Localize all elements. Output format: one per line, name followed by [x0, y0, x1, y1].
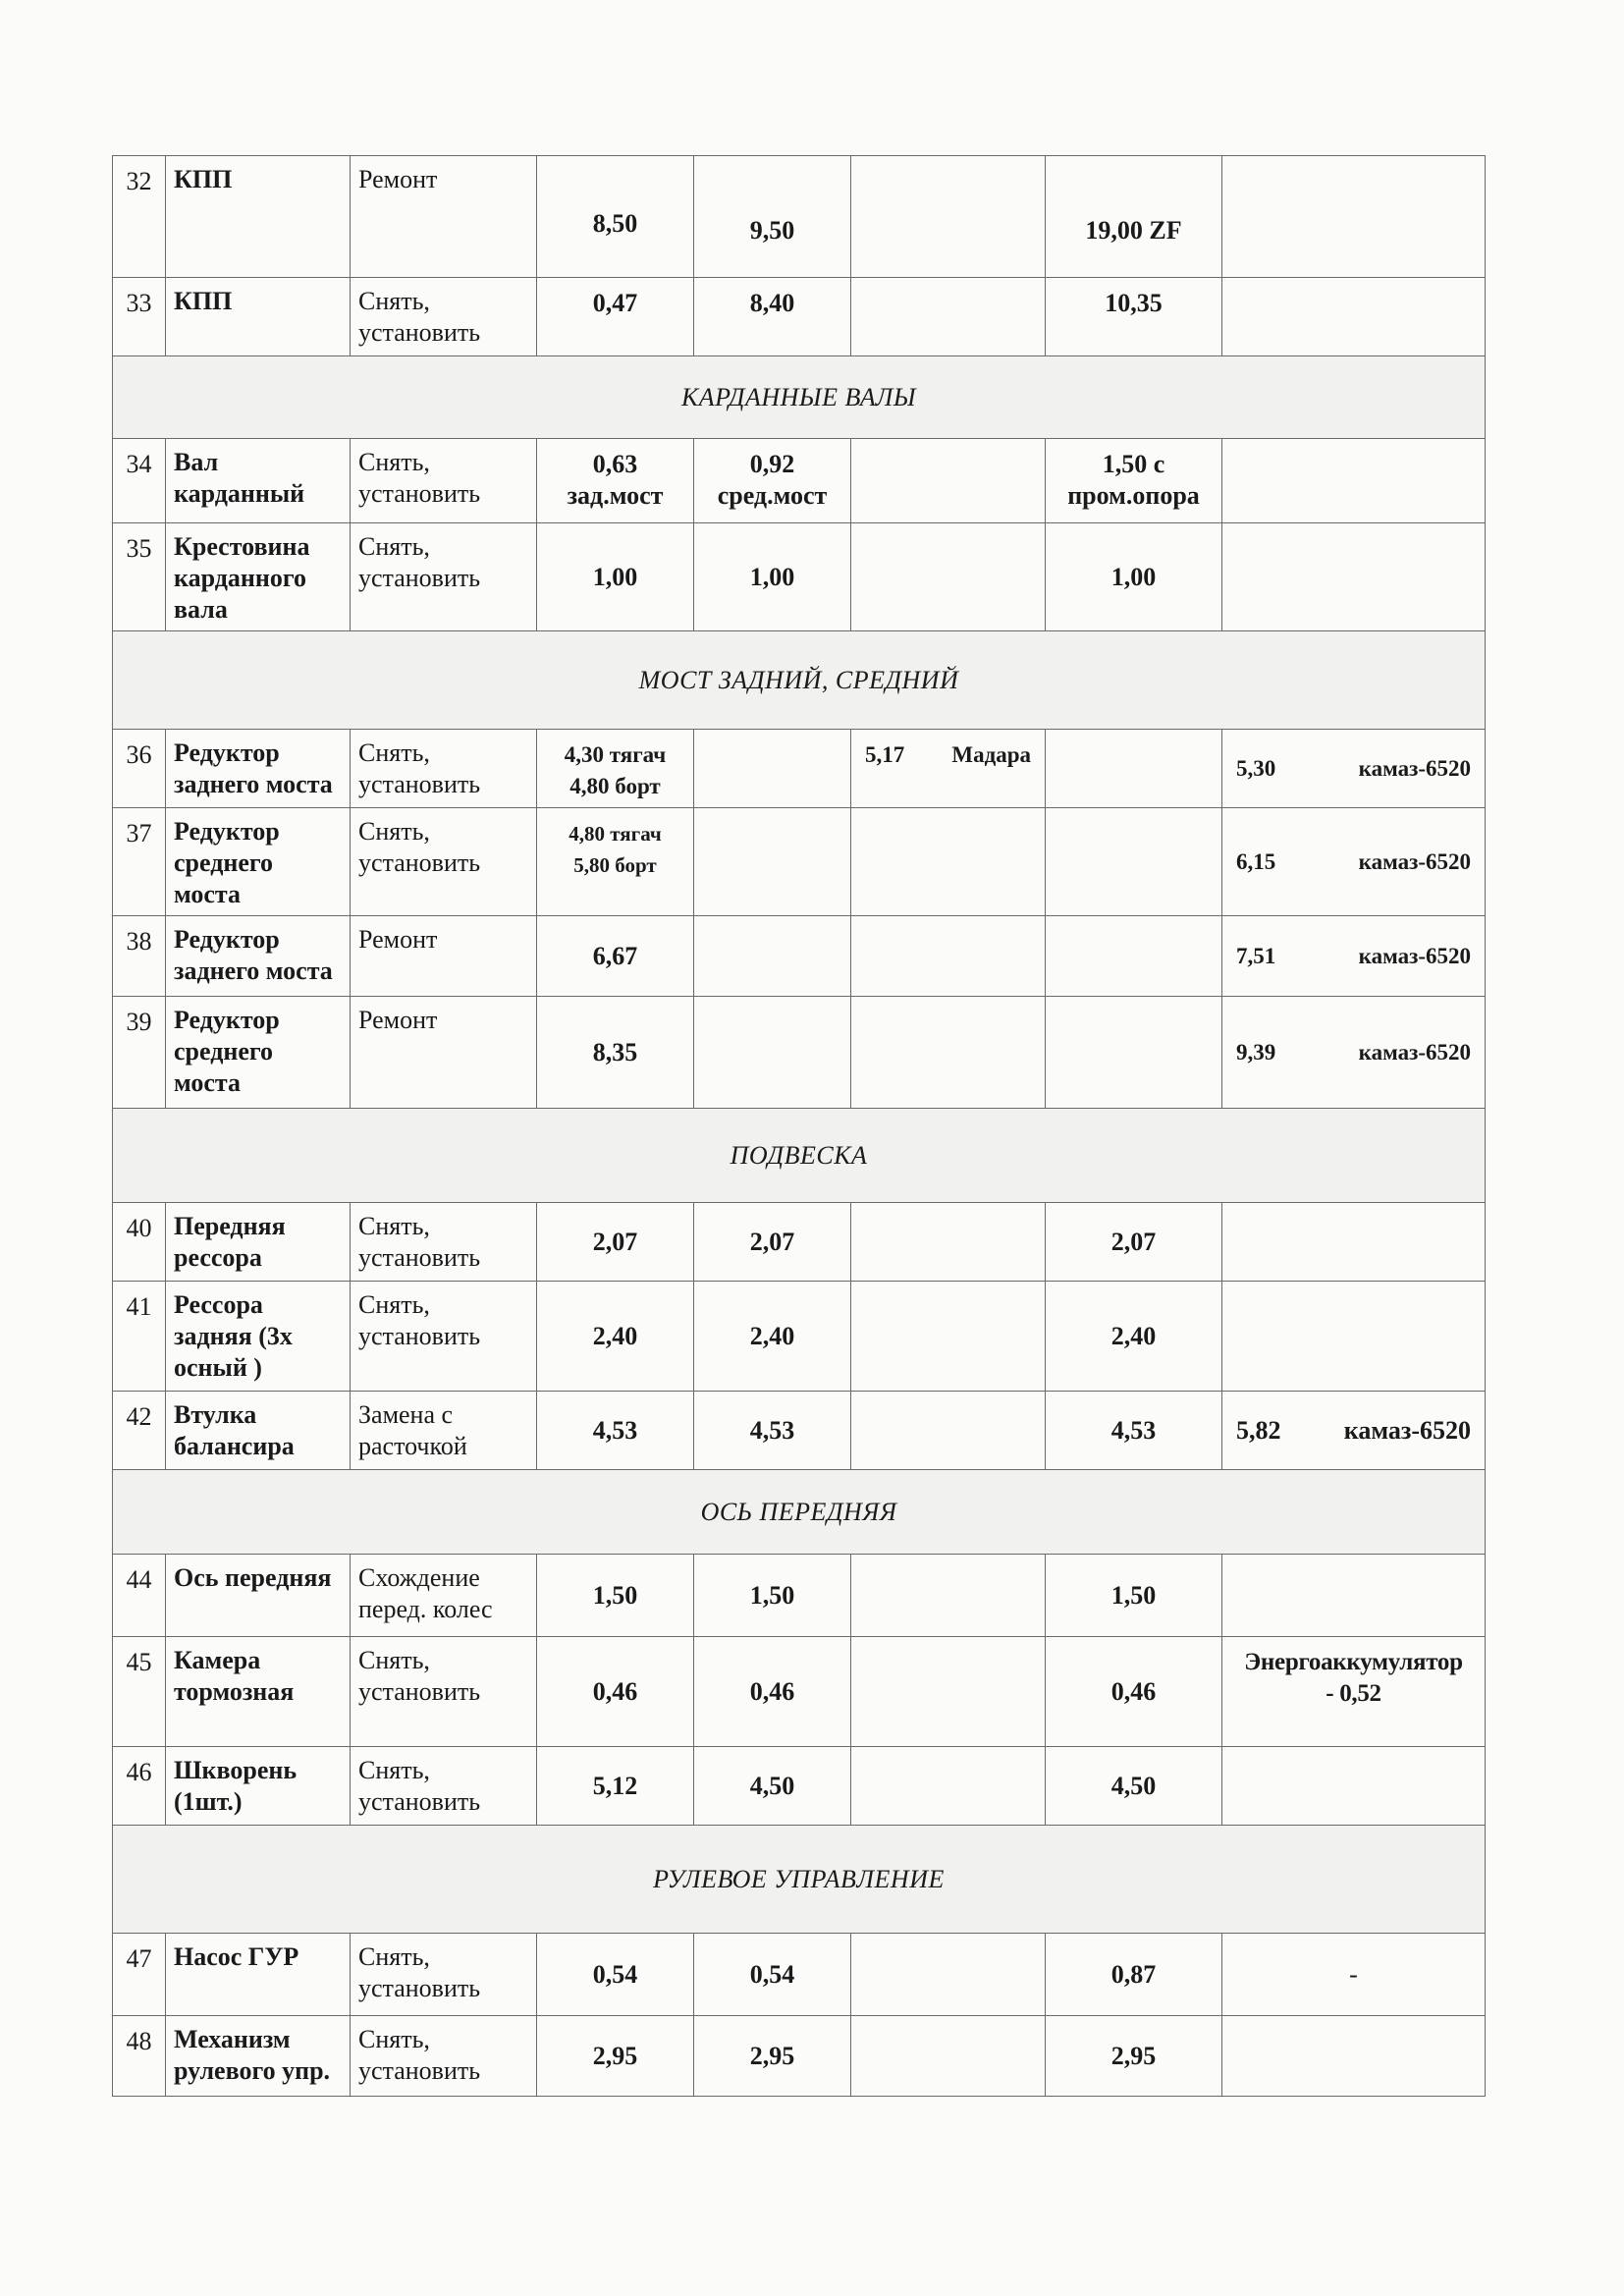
- section-row: [113, 1826, 1486, 1934]
- value-cell: 5,12: [537, 1747, 694, 1826]
- operation: Снять, установить: [351, 1747, 537, 1826]
- operation: Снять, установить: [351, 523, 537, 631]
- value-cell: 8,35: [537, 997, 694, 1109]
- empty-cell: [851, 1203, 1046, 1282]
- value-cell: 6,67: [537, 916, 694, 997]
- value-cell: 4,53: [694, 1392, 851, 1470]
- operation: Снять, установить: [351, 1637, 537, 1747]
- value-cell: 8,50: [537, 156, 694, 278]
- empty-cell: [851, 1747, 1046, 1826]
- operation: Снять, установить: [351, 439, 537, 523]
- operation: Снять, установить: [351, 730, 537, 808]
- empty-cell: [1222, 523, 1486, 631]
- table-row: [113, 1555, 1486, 1637]
- part-name: Редуктор заднего моста: [166, 730, 351, 808]
- value-cell: 5,30 камаз-6520: [1222, 730, 1486, 808]
- empty-cell: [694, 997, 851, 1109]
- value-cell: 1,50: [694, 1555, 851, 1637]
- part-name: Редуктор заднего моста: [166, 916, 351, 997]
- value-cell: 1,00: [694, 523, 851, 631]
- empty-cell: [851, 439, 1046, 523]
- value-cell: 0,87: [1046, 1934, 1222, 2016]
- value-cell: 1,50: [537, 1555, 694, 1637]
- row-number: 41: [113, 1282, 166, 1392]
- empty-cell: [1222, 2016, 1486, 2097]
- operation: Ремонт: [351, 156, 537, 278]
- value-cell: 1,50: [1046, 1555, 1222, 1637]
- table-row: [113, 156, 1486, 278]
- row-number: 45: [113, 1637, 166, 1747]
- row-number: 36: [113, 730, 166, 808]
- value-cell: 2,95: [1046, 2016, 1222, 2097]
- empty-cell: [851, 1392, 1046, 1470]
- value-cell: 1,50 с пром.опора: [1046, 439, 1222, 523]
- value-cell: 4,50: [1046, 1747, 1222, 1826]
- operation: Ремонт: [351, 997, 537, 1109]
- table-row: [113, 1282, 1486, 1392]
- part-name: Насос ГУР: [166, 1934, 351, 2016]
- operation: Снять, установить: [351, 808, 537, 916]
- value-cell: 0,46: [694, 1637, 851, 1747]
- empty-cell: [694, 808, 851, 916]
- part-name: Механизм рулевого упр.: [166, 2016, 351, 2097]
- section-title: КАРДАННЫЕ ВАЛЫ: [113, 356, 1486, 439]
- empty-cell: [1222, 439, 1486, 523]
- empty-cell: [1046, 997, 1222, 1109]
- part-name: Камера тормозная: [166, 1637, 351, 1747]
- value-cell: 9,50: [694, 156, 851, 278]
- value-cell: 2,07: [694, 1203, 851, 1282]
- value-cell: 1,00: [537, 523, 694, 631]
- row-number: 38: [113, 916, 166, 997]
- row-number: 48: [113, 2016, 166, 2097]
- table-row: [113, 1637, 1486, 1747]
- value-cell: 0,54: [694, 1934, 851, 2016]
- table-row: [113, 916, 1486, 997]
- value-cell: 2,07: [537, 1203, 694, 1282]
- value-cell: 4,80 тягач 5,80 борт: [537, 808, 694, 916]
- empty-cell: [1222, 1555, 1486, 1637]
- table-row: [113, 1392, 1486, 1470]
- empty-cell: [851, 916, 1046, 997]
- value-cell: 8,40: [694, 278, 851, 356]
- empty-cell: [851, 2016, 1046, 2097]
- section-title: РУЛЕВОЕ УПРАВЛЕНИЕ: [113, 1826, 1486, 1934]
- value-cell: Энергоаккумулятор - 0,52: [1222, 1637, 1486, 1747]
- table-row: [113, 2016, 1486, 2097]
- row-number: 37: [113, 808, 166, 916]
- table-row: [113, 730, 1486, 808]
- operation: Снять, установить: [351, 1203, 537, 1282]
- table-row: [113, 1747, 1486, 1826]
- value-cell: 0,46: [537, 1637, 694, 1747]
- empty-cell: [1046, 808, 1222, 916]
- part-name: КПП: [166, 156, 351, 278]
- value-cell: 0,92 сред.мост: [694, 439, 851, 523]
- section-title: МОСТ ЗАДНИЙ, СРЕДНИЙ: [113, 631, 1486, 730]
- value-cell: 1,00: [1046, 523, 1222, 631]
- part-name: Втулка балансира: [166, 1392, 351, 1470]
- empty-cell: [1222, 1747, 1486, 1826]
- section-row: [113, 1109, 1486, 1203]
- section-row: [113, 631, 1486, 730]
- operation: Замена с расточкой: [351, 1392, 537, 1470]
- part-name: Передняя рессора: [166, 1203, 351, 1282]
- part-name: Шкворень (1шт.): [166, 1747, 351, 1826]
- row-number: 35: [113, 523, 166, 631]
- part-name: Рессора задняя (3х осный ): [166, 1282, 351, 1392]
- operation: Снять, установить: [351, 1282, 537, 1392]
- table-row: [113, 808, 1486, 916]
- operation: Снять, установить: [351, 1934, 537, 2016]
- part-name: Редуктор среднего моста: [166, 997, 351, 1109]
- empty-cell: [851, 1555, 1046, 1637]
- row-number: 40: [113, 1203, 166, 1282]
- operation: Схождение перед. колес: [351, 1555, 537, 1637]
- value-cell: 6,15 камаз-6520: [1222, 808, 1486, 916]
- value-cell: 5,82 камаз-6520: [1222, 1392, 1486, 1470]
- section-title: ОСЬ ПЕРЕДНЯЯ: [113, 1470, 1486, 1555]
- empty-cell: [1046, 916, 1222, 997]
- value-cell: 0,54: [537, 1934, 694, 2016]
- value-cell: 19,00 ZF: [1046, 156, 1222, 278]
- empty-cell: [851, 808, 1046, 916]
- value-cell: 2,95: [694, 2016, 851, 2097]
- table-row: [113, 523, 1486, 631]
- value-cell: 2,95: [537, 2016, 694, 2097]
- value-cell: 7,51 камаз-6520: [1222, 916, 1486, 997]
- norms-sheet: [112, 155, 1485, 2097]
- section-row: [113, 1470, 1486, 1555]
- labor-norms-table: [112, 155, 1486, 2097]
- value-cell: 2,40: [694, 1282, 851, 1392]
- part-name: Редуктор среднего моста: [166, 808, 351, 916]
- value-cell: 4,53: [537, 1392, 694, 1470]
- part-name: Ось передняя: [166, 1555, 351, 1637]
- operation: Снять, установить: [351, 2016, 537, 2097]
- empty-cell: [851, 1637, 1046, 1747]
- value-cell: 4,50: [694, 1747, 851, 1826]
- row-number: 39: [113, 997, 166, 1109]
- empty-cell: [1222, 1203, 1486, 1282]
- empty-cell: [1222, 278, 1486, 356]
- table-row: [113, 1203, 1486, 1282]
- empty-cell: [851, 156, 1046, 278]
- operation: Снять, установить: [351, 278, 537, 356]
- value-cell: 2,40: [537, 1282, 694, 1392]
- row-number: 44: [113, 1555, 166, 1637]
- table-row: [113, 278, 1486, 356]
- empty-cell: [851, 1282, 1046, 1392]
- empty-cell: [851, 523, 1046, 631]
- operation: Ремонт: [351, 916, 537, 997]
- row-number: 42: [113, 1392, 166, 1470]
- empty-cell: [1222, 1282, 1486, 1392]
- value-cell: -: [1222, 1934, 1486, 2016]
- part-name: КПП: [166, 278, 351, 356]
- value-cell: 0,47: [537, 278, 694, 356]
- value-cell: 4,30 тягач 4,80 борт: [537, 730, 694, 808]
- row-number: 34: [113, 439, 166, 523]
- table-row: [113, 1934, 1486, 2016]
- value-cell: 0,63 зад.мост: [537, 439, 694, 523]
- row-number: 47: [113, 1934, 166, 2016]
- empty-cell: [1046, 730, 1222, 808]
- value-cell: 2,07: [1046, 1203, 1222, 1282]
- empty-cell: [694, 730, 851, 808]
- value-cell: 4,53: [1046, 1392, 1222, 1470]
- value-cell: 9,39 камаз-6520: [1222, 997, 1486, 1109]
- row-number: 32: [113, 156, 166, 278]
- value-cell: 0,46: [1046, 1637, 1222, 1747]
- section-row: [113, 356, 1486, 439]
- value-cell: 10,35: [1046, 278, 1222, 356]
- part-name: Крестовина карданного вала: [166, 523, 351, 631]
- empty-cell: [851, 1934, 1046, 2016]
- value-cell: 5,17 Мадара: [851, 730, 1046, 808]
- empty-cell: [1222, 156, 1486, 278]
- table-row: [113, 439, 1486, 523]
- row-number: 33: [113, 278, 166, 356]
- empty-cell: [694, 916, 851, 997]
- section-title: ПОДВЕСКА: [113, 1109, 1486, 1203]
- table-row: [113, 997, 1486, 1109]
- empty-cell: [851, 278, 1046, 356]
- empty-cell: [851, 997, 1046, 1109]
- part-name: Вал карданный: [166, 439, 351, 523]
- value-cell: 2,40: [1046, 1282, 1222, 1392]
- row-number: 46: [113, 1747, 166, 1826]
